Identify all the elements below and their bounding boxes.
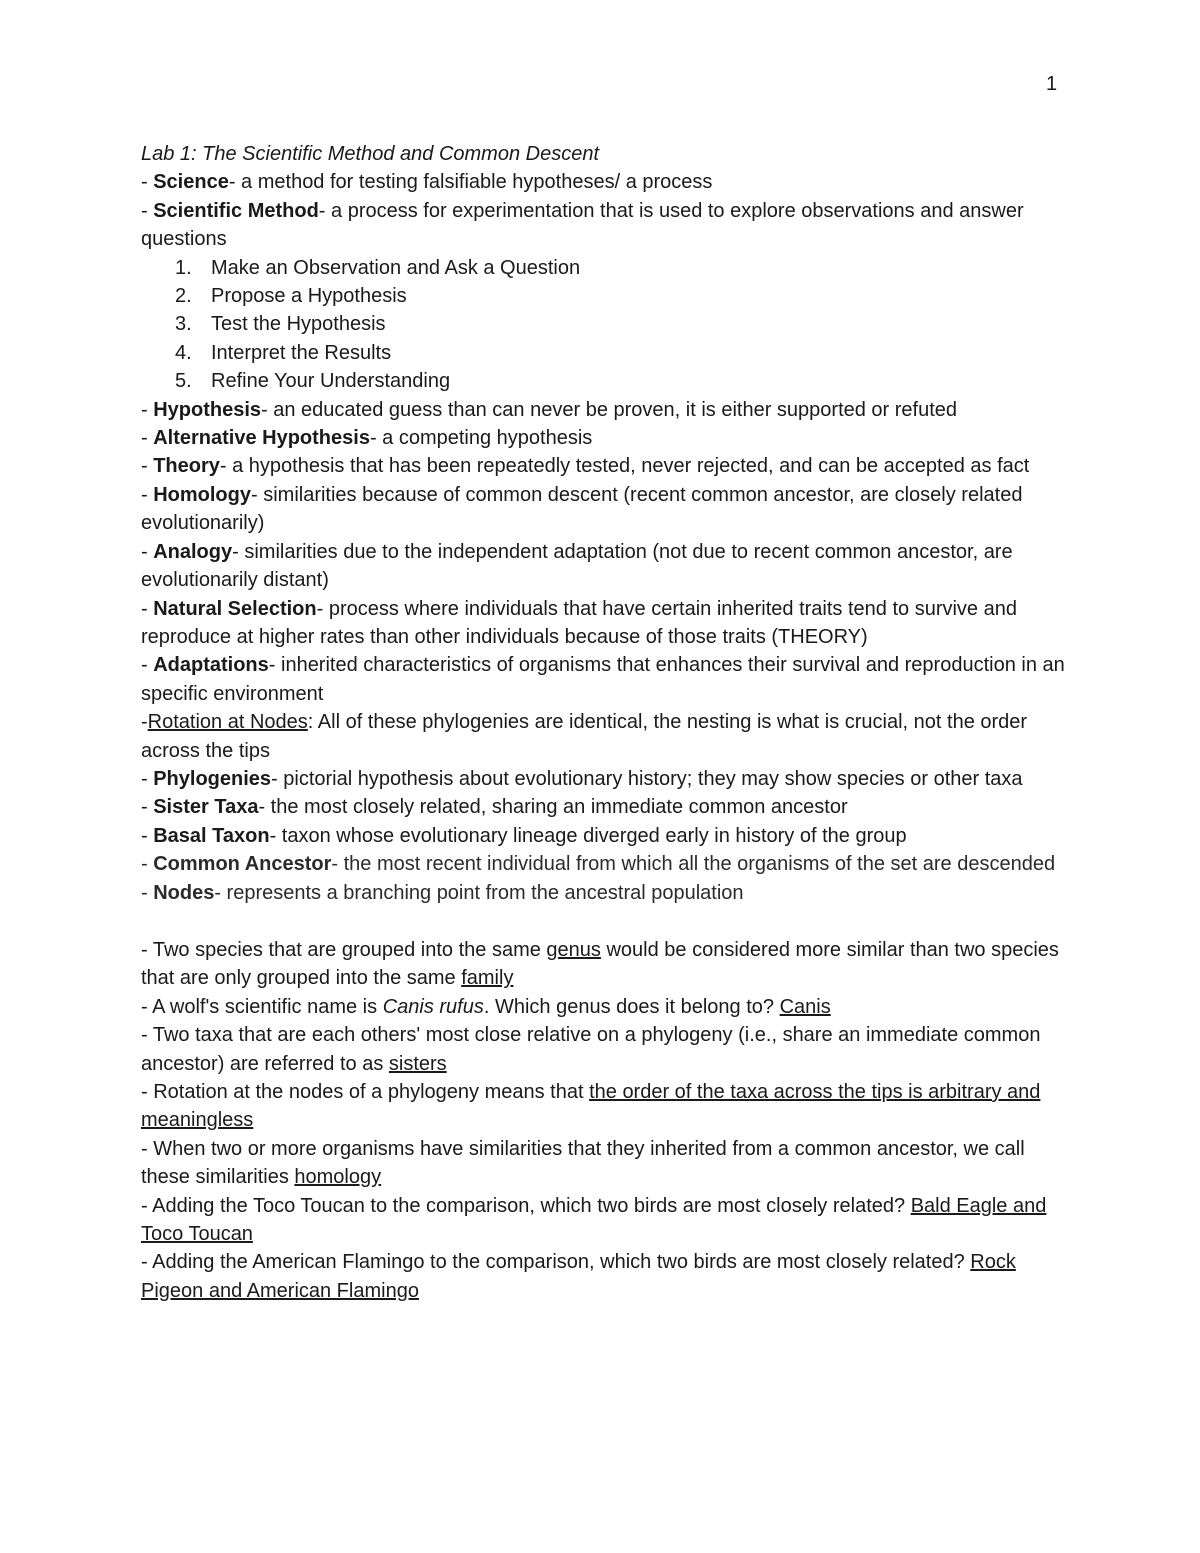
definition-rotation-at-nodes	[141, 708, 1071, 765]
answer: homology	[294, 1166, 382, 1189]
step-number: 3.	[175, 313, 192, 336]
step-number: 2.	[175, 285, 192, 308]
term: Theory	[153, 455, 220, 478]
document-body	[141, 140, 1071, 1305]
term: Sister Taxa	[153, 796, 259, 819]
question-text: - Two taxa that are each others' most close relative on a phylogeny (i.e., share an immediate common ancestor) are referred to as	[141, 1024, 1041, 1075]
dash: -	[141, 711, 148, 734]
list-item	[141, 254, 1071, 282]
definition-common-ancestor: - Common Ancestor- the most recent individual from which all the organisms of the set are descended	[141, 853, 1056, 876]
answer: family	[461, 967, 514, 990]
step-text: Interpret the Results	[211, 341, 392, 364]
question-text: - Rotation at the nodes of a phylogeny means that	[141, 1081, 590, 1103]
list-item	[141, 310, 1071, 338]
definition-text: - a competing hypothesis	[369, 427, 593, 450]
definition-text: - a hypothesis that has been repeatedly tested, never rejected, and can be accepted as fact	[219, 455, 1030, 478]
answer: the order of the taxa across the tips is arbitrary and meaningless	[141, 1081, 1041, 1132]
definition-text: - similarities due to the independent adaptation (not due to recent common ancestor, are evolutionarily distant)	[141, 540, 1013, 592]
term: Science	[153, 171, 229, 194]
question-wolf-genus	[141, 993, 1071, 1021]
step-text: Propose a Hypothesis	[211, 285, 407, 308]
definition-text: - process where individuals that have certain inherited traits tend to survive and reproduce at higher rates than other individuals because of those traits (THEORY)	[141, 597, 1017, 648]
definition-text: - pictorial hypothesis about evolutionary history; they may show species or other taxa	[271, 767, 1023, 790]
question-american-flamingo	[141, 1248, 1071, 1305]
term: Natural Selection	[153, 597, 317, 620]
definition-analogy: - Analogy- similarities due to the independent adaptation (not due to recent common ancestor, are evolutionarily distant)	[141, 540, 1013, 592]
step-text: Refine Your Understanding	[211, 370, 451, 393]
definition-text: - an educated guess than can never be proven, it is either supported or refuted	[261, 398, 958, 421]
definition-phylogenies: - Phylogenies- pictorial hypothesis about evolutionary history; they may show species or other taxa	[141, 767, 1023, 790]
term: Phylogenies	[153, 767, 272, 790]
list-item	[141, 339, 1071, 367]
term: Analogy	[153, 540, 233, 563]
term: Rotation at Nodes	[147, 711, 308, 734]
answer: Canis	[779, 995, 831, 1018]
question-text: - Adding the Toco Toucan to the comparison, which two birds are most closely related?	[141, 1194, 911, 1217]
definition-text: - the most recent individual from which all the organisms of the set are descended	[331, 853, 1056, 876]
question-genus-family	[141, 936, 1071, 993]
answer: sisters	[388, 1052, 447, 1075]
definition-scientific-method: - Scientific Method- a process for experimentation that is used to explore observations and answer questions	[141, 199, 1024, 251]
term: Hypothesis	[153, 398, 262, 421]
term: Alternative Hypothesis	[153, 427, 370, 450]
question-text: . Which genus does it belong to?	[483, 995, 780, 1018]
definition-text: - represents a branching point from the ancestral population	[214, 881, 744, 904]
answer: genus	[546, 938, 601, 961]
question-sisters	[141, 1021, 1071, 1078]
definition-text: - inherited characteristics of organisms that enhances their survival and reproduction in an specific environment	[141, 654, 1065, 705]
definition-sister-taxa: - Sister Taxa- the most closely related, sharing an immediate common ancestor	[141, 796, 848, 819]
question-text: - Two species that are grouped into the same	[141, 938, 547, 961]
definition-basal-taxon: - Basal Taxon- taxon whose evolutionary lineage diverged early in history of the group	[141, 824, 907, 847]
species-name: Canis rufus	[382, 995, 484, 1018]
answer: Rock Pigeon and American Flamingo	[141, 1251, 1016, 1302]
term: Basal Taxon	[153, 824, 270, 847]
step-number: 5.	[175, 370, 192, 393]
definition-adaptations: - Adaptations- inherited characteristics of organisms that enhances their survival and reproduction in an specific environment	[141, 654, 1065, 705]
definition-text: - similarities because of common descent (recent common ancestor, are closely related evolutionarily)	[141, 483, 1023, 535]
definition-natural-selection: - Natural Selection- process where individuals that have certain inherited traits tend to survive and reproduce at higher rates than other individuals because of those traits (THEORY)	[141, 597, 1017, 648]
question-rotation	[141, 1078, 1071, 1135]
definition-science: - Science- a method for testing falsifiable hypotheses/ a process	[141, 171, 713, 194]
term: Scientific Method	[153, 199, 319, 222]
definition-homology: - Homology- similarities because of common descent (recent common ancestor, are closely related evolutionarily)	[141, 483, 1023, 535]
step-text: Test the Hypothesis	[211, 313, 386, 336]
answer: Bald Eagle and Toco Toucan	[141, 1194, 1047, 1246]
term: Nodes	[153, 881, 215, 904]
definition-alternative-hypothesis: - Alternative Hypothesis- a competing hypothesis	[141, 427, 593, 450]
question-text: - Adding the American Flamingo to the comparison, which two birds are most closely related?	[141, 1251, 971, 1274]
definition-text: - a process for experimentation that is used to explore observations and answer questions	[141, 199, 1024, 251]
definition-nodes: - Nodes- represents a branching point from the ancestral population	[141, 881, 744, 904]
spacer	[141, 907, 1071, 936]
question-text: - A wolf's scientific name is	[141, 995, 383, 1018]
document-title: Lab 1: The Scientific Method and Common Descent	[141, 143, 600, 165]
term: Homology	[153, 483, 251, 506]
definition-text: - the most closely related, sharing an immediate common ancestor	[258, 796, 848, 819]
question-toco-toucan	[141, 1192, 1071, 1249]
question-homology	[141, 1135, 1071, 1192]
term: Common Ancestor	[153, 853, 332, 876]
term: Adaptations	[153, 654, 269, 677]
definition-text: - taxon whose evolutionary lineage diverged early in history of the group	[269, 824, 907, 847]
question-text: - When two or more organisms have similarities that they inherited from a common ancestor, we call these similarities	[141, 1137, 1025, 1189]
definition-theory: - Theory- a hypothesis that has been repeatedly tested, never rejected, and can be accepted as fact	[141, 455, 1030, 478]
page-number: 1	[1046, 73, 1058, 95]
step-text: Make an Observation and Ask a Question	[211, 256, 581, 279]
list-item	[141, 282, 1071, 310]
definition-hypothesis: - Hypothesis- an educated guess than can never be proven, it is either supported or refuted	[141, 398, 958, 421]
method-steps-list	[141, 254, 1071, 396]
step-number: 1.	[175, 256, 192, 279]
question-text: would be considered more similar than two species that are only grouped into the same	[141, 938, 1059, 990]
step-number: 4.	[175, 341, 192, 364]
definition-text: - a method for testing falsifiable hypotheses/ a process	[228, 171, 713, 194]
list-item	[141, 367, 1071, 395]
definition-text: : All of these phylogenies are identical, the nesting is what is crucial, not the order across the tips	[141, 711, 1028, 762]
